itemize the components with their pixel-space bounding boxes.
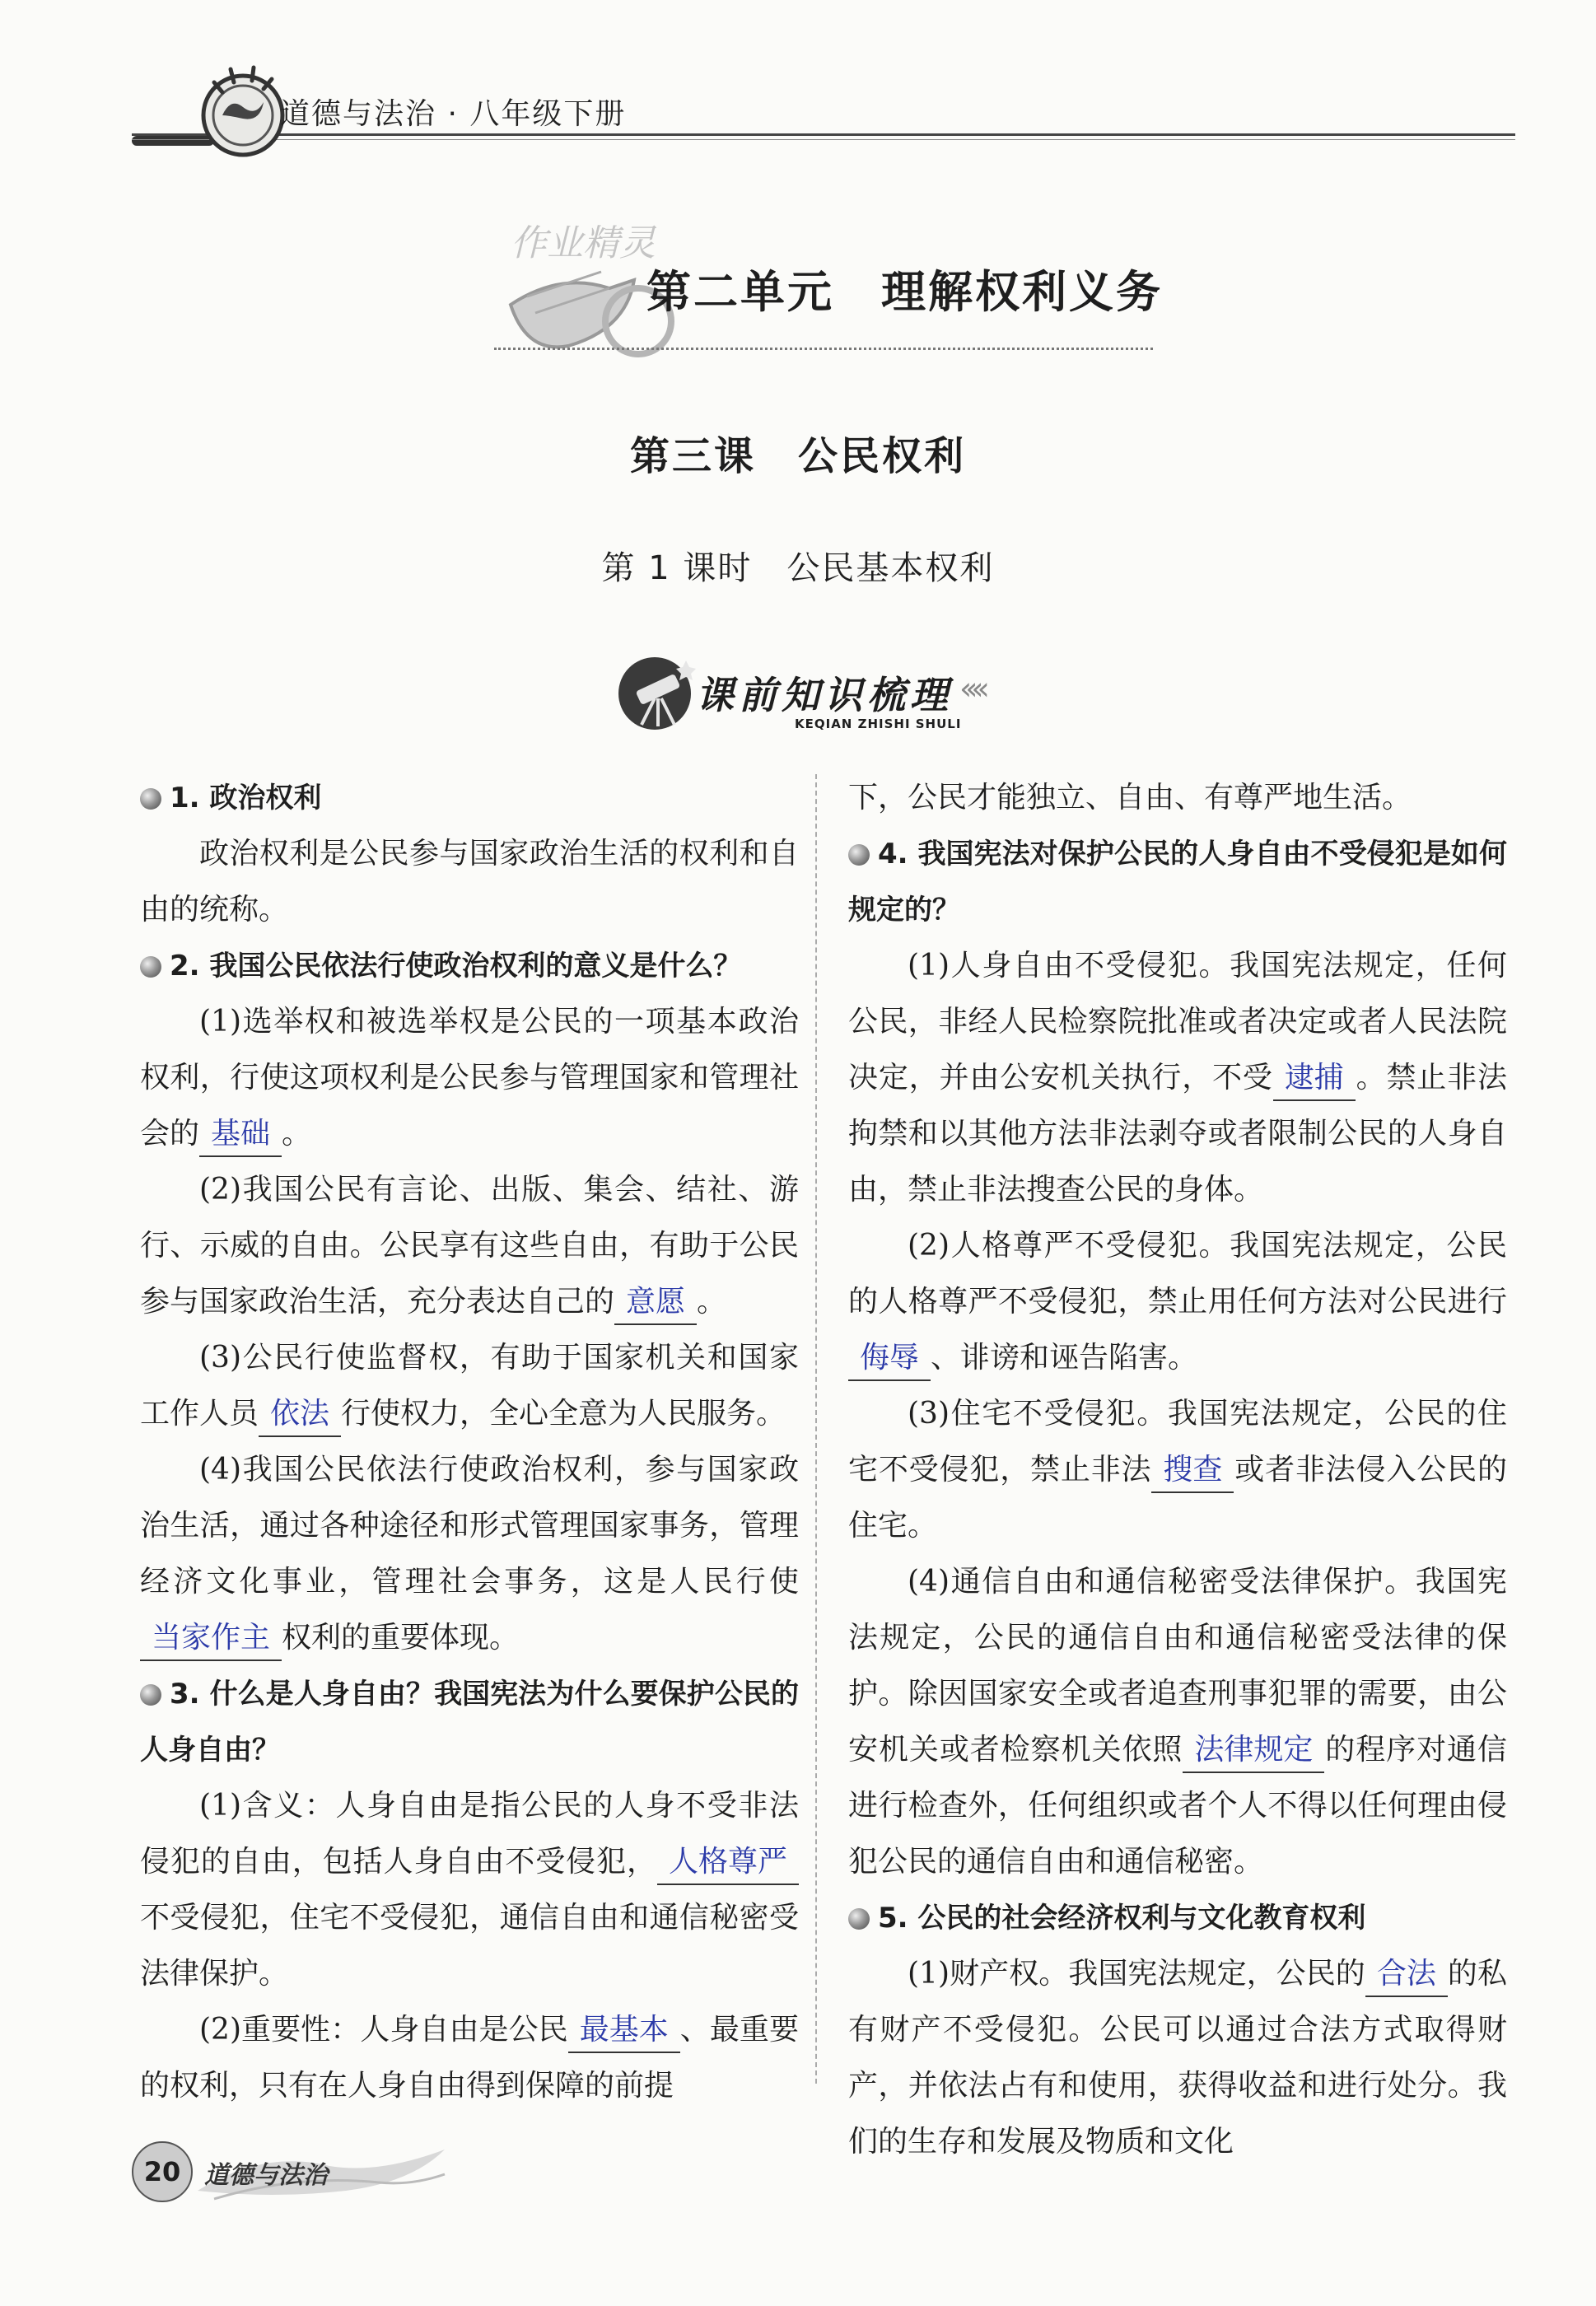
- answer-blank: 当家作主: [140, 1617, 282, 1661]
- answer-blank: 意愿: [614, 1281, 697, 1325]
- section-heading-2: 2. 我国公民依法行使政治权利的意义是什么？: [140, 938, 799, 994]
- paragraph: (1)财产权。我国宪法规定，公民的 合法 的私有财产不受侵犯。公民可以通过合法方式取得财产，并依法占有和使用，获得收益和进行处分。我们的生存和发展及物质和文化: [848, 1946, 1507, 2170]
- answer-blank: 法律规定: [1183, 1729, 1324, 1773]
- period-title: 第 1 课时 公民基本权利: [601, 549, 995, 587]
- paragraph: (2)我国公民有言论、出版、集会、结社、游行、示威的自由。公民享有这些自由，有助于公民参与国家政治生活，充分表达自己的 意愿 。: [140, 1162, 799, 1330]
- banner-title: 课前知识梳理: [696, 673, 953, 717]
- paragraph: (4)我国公民依法行使政治权利，参与国家政治生活，通过各种途径和形式管理国家事务，管理经济文化事业，管理社会事务，这是人民行使当家作主 权利的重要体现。: [140, 1442, 799, 1666]
- column-divider: [815, 774, 817, 2084]
- answer-blank: 搜查: [1151, 1449, 1234, 1493]
- section-banner: [614, 651, 1025, 741]
- paragraph-continued: 下，公民才能独立、自由、有尊严地生活。: [848, 781, 1412, 815]
- paragraph: (2)人格尊严不受侵犯。我国宪法规定，公民的人格尊严不受侵犯，禁止用任何方法对公民进行侮辱 、诽谤和诬告陷害。: [848, 1218, 1507, 1386]
- section-heading-1: 1. 政治权利: [140, 770, 799, 826]
- paragraph: (4)通信自由和通信秘密受法律保护。我国宪法规定，公民的通信自由和通信秘密受法律的保护。除因国家安全或者追查刑事犯罪的需要，由公安机关或者检察机关依照 法律规定 的程序对通信进行检查外，任何组织或者个人不得以任何理由侵犯公民的通信自由和通信秘密。: [848, 1565, 1507, 1879]
- answer-blank: 基础: [199, 1113, 282, 1157]
- paragraph: (1)人身自由不受侵犯。我国宪法规定，任何公民，非经人民检察院批准或者决定或者人民法院决定，并由公安机关执行，不受 逮捕 。禁止非法拘禁和以其他方法非法剥夺或者限制公民的人身自由，禁止非法搜查公民的身体。: [848, 949, 1507, 1207]
- header-title: 道德与法治 · 八年级下册: [280, 97, 627, 131]
- banner-subtitle: KEQIAN ZHISHI SHULI: [795, 717, 962, 731]
- unit-underline: [494, 348, 1153, 350]
- page-footer: [132, 2133, 445, 2215]
- page-number: 20: [132, 2141, 193, 2202]
- paragraph: (3)公民行使监督权，有助于国家机关和国家工作人员 依法 行使权力，全心全意为人民服务。: [140, 1330, 799, 1442]
- bullet-icon: [140, 788, 161, 810]
- bullet-icon: [140, 956, 161, 978]
- right-column: [848, 770, 1507, 2170]
- chevrons-icon: ‹‹‹‹: [959, 670, 983, 707]
- answer-blank: 逮捕: [1273, 1057, 1356, 1101]
- paragraph: (3)住宅不受侵犯。我国宪法规定，公民的住宅不受侵犯，禁止非法 搜查 或者非法侵入公民的住宅。: [848, 1397, 1507, 1543]
- lesson-title: 第三课 公民权利: [629, 433, 966, 479]
- bullet-icon: [848, 844, 870, 866]
- paragraph: (2)重要性：人身自由是公民 最基本 、最重要的权利，只有在人身自由得到保障的前提: [140, 2002, 799, 2114]
- section-heading-3: 3. 什么是人身自由？我国宪法为什么要保护公民的人身自由？: [140, 1678, 799, 1767]
- svg-text:作业精灵: 作业精灵: [511, 222, 656, 264]
- bullet-icon: [140, 1684, 161, 1706]
- section-heading-4: 4. 我国宪法对保护公民的人身自由不受侵犯是如何规定的？: [848, 838, 1507, 927]
- paragraph: (1)选举权和被选举权是公民的一项基本政治权利，行使这项权利是公民参与管理国家和管理社会的 基础 。: [140, 994, 799, 1162]
- telescope-icon: [614, 651, 704, 733]
- header-rule-thin: [132, 139, 1515, 140]
- answer-blank: 人格尊严: [657, 1841, 799, 1885]
- unit-heading: [494, 206, 1163, 371]
- page-header: [132, 58, 1515, 148]
- footer-brand: 道德与法治: [204, 2161, 328, 2190]
- header-rule: [132, 133, 1515, 136]
- unit-title: 第二单元 理解权利义务: [646, 265, 1163, 318]
- paragraph: 政治权利是公民参与国家政治生活的权利和自由的统称。: [140, 837, 799, 927]
- paragraph: (1)含义：人身自由是指公民的人身不受非法侵犯的自由，包括人身自由不受侵犯， 人格尊严不受侵犯，住宅不受侵犯，通信自由和通信秘密受法律保护。: [140, 1789, 799, 1991]
- answer-blank: 侮辱: [848, 1337, 931, 1381]
- answer-blank: 合法: [1365, 1953, 1448, 1997]
- section-heading-5: 5. 公民的社会经济权利与文化教育权利: [848, 1890, 1507, 1946]
- answer-blank: 依法: [259, 1393, 341, 1437]
- bullet-icon: [848, 1908, 870, 1930]
- left-column: [140, 770, 799, 2114]
- answer-blank: 最基本: [568, 2009, 680, 2053]
